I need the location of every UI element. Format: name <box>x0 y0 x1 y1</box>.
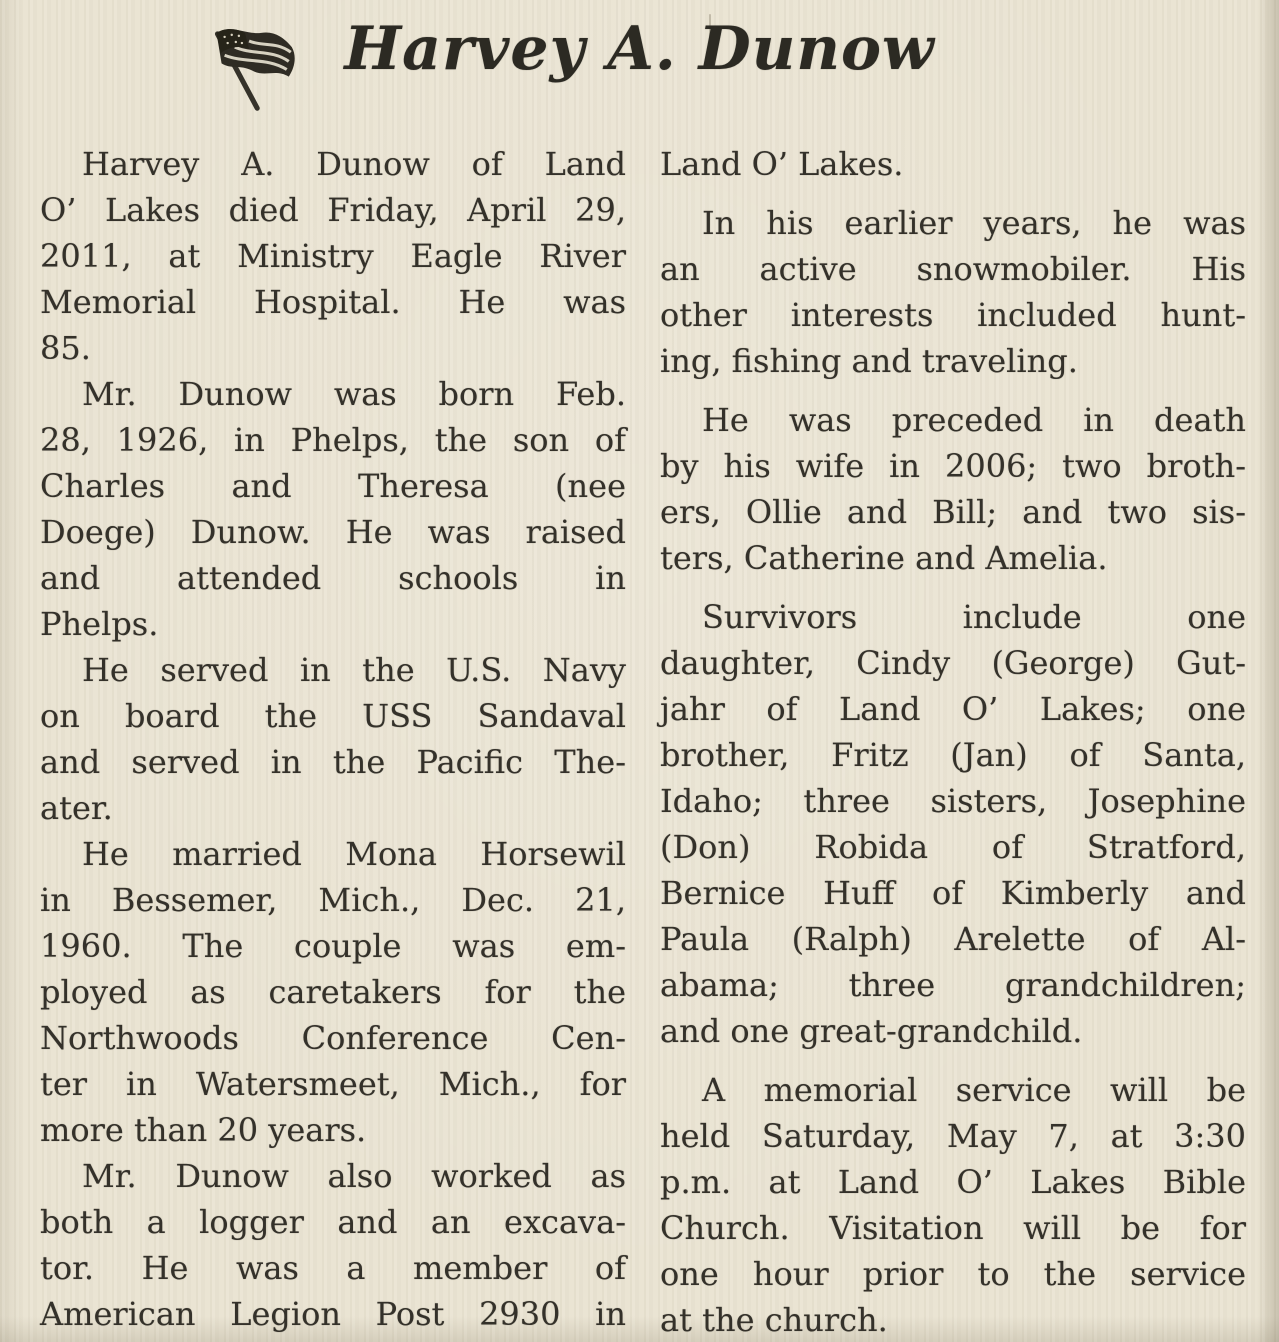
text-line: and served in the Pacific The- <box>40 743 626 781</box>
paragraph <box>40 831 626 1153</box>
text-line: Land O’ Lakes. <box>660 145 904 183</box>
text-line: and one great-grandchild. <box>660 1012 1083 1050</box>
text-line: daughter, Cindy (George) Gut- <box>660 644 1246 682</box>
paragraph <box>660 594 1246 1054</box>
text-line: 28, 1926, in Phelps, the son of <box>40 421 626 459</box>
text-line: at the church. <box>660 1301 888 1339</box>
text-line: in Bessemer, Mich., Dec. 21, <box>40 881 626 919</box>
article-body <box>40 141 1246 1342</box>
text-line: brother, Fritz (Jan) of Santa, <box>660 736 1246 774</box>
text-line: on board the USS Sandaval <box>40 697 626 735</box>
text-line: held Saturday, May 7, at 3:30 <box>660 1117 1246 1155</box>
text-line: both a logger and an excava- <box>40 1203 626 1241</box>
text-line: p.m. at Land O’ Lakes Bible <box>660 1163 1246 1201</box>
text-line: ter in Watersmeet, Mich., for <box>40 1065 626 1103</box>
text-line: He married Mona Horsewil <box>82 835 626 873</box>
text-line: 2011, at Ministry Eagle River <box>40 237 626 275</box>
paragraph <box>40 141 626 371</box>
text-line: He was preceded in death <box>702 401 1246 439</box>
column-left <box>40 141 626 1342</box>
text-line: Memorial Hospital. He was <box>40 283 626 321</box>
paragraph <box>40 647 626 831</box>
text-line: 85. <box>40 329 91 367</box>
text-line: Idaho; three sisters, Josephine <box>660 782 1246 820</box>
text-line: Bernice Huff of Kimberly and <box>660 874 1246 912</box>
text-line: Phelps. <box>40 605 159 643</box>
text-line: ployed as caretakers for the <box>40 973 626 1011</box>
paragraph <box>660 141 1246 187</box>
text-line: Paula (Ralph) Arelette of Al- <box>660 920 1246 958</box>
text-line: more than 20 years. <box>40 1111 367 1149</box>
text-line: other interests included hunt- <box>660 296 1246 334</box>
text-line: Church. Visitation will be for <box>660 1209 1246 1247</box>
paragraph <box>40 1153 626 1337</box>
page-title: Harvey A. Dunow <box>344 14 935 84</box>
text-line: ters, Catherine and Amelia. <box>660 539 1108 577</box>
text-line: Mr. Dunow was born Feb. <box>82 375 626 413</box>
text-line: Doege) Dunow. He was raised <box>40 513 626 551</box>
text-line: Northwoods Conference Cen- <box>40 1019 626 1057</box>
paragraph <box>660 397 1246 581</box>
text-line: ing, fishing and traveling. <box>660 342 1078 380</box>
text-line: (Don) Robida of Stratford, <box>660 828 1246 866</box>
paragraph <box>660 1067 1246 1342</box>
text-line: O’ Lakes died Friday, April 29, <box>40 191 626 229</box>
text-line: one hour prior to the service <box>660 1255 1246 1293</box>
text-line: Survivors include one <box>702 598 1246 636</box>
text-line: and attended schools in <box>40 559 626 597</box>
text-line: American Legion Post 2930 in <box>40 1295 626 1333</box>
text-line: He served in the U.S. Navy <box>82 651 626 689</box>
text-line: Mr. Dunow also worked as <box>82 1157 626 1195</box>
text-line: jahr of Land O’ Lakes; one <box>660 690 1246 728</box>
text-line: Harvey A. Dunow of Land <box>82 145 626 183</box>
text-line: an active snowmobiler. His <box>660 250 1246 288</box>
text-line: ater. <box>40 789 113 827</box>
text-line: by his wife in 2006; two broth- <box>660 447 1246 485</box>
text-line: ers, Ollie and Bill; and two sis- <box>660 493 1246 531</box>
text-line: In his earlier years, he was <box>702 204 1246 242</box>
text-line: Charles and Theresa (nee <box>40 467 626 505</box>
text-line: tor. He was a member of <box>40 1249 626 1287</box>
text-line: abama; three grandchildren; <box>660 966 1246 1004</box>
paragraph <box>660 200 1246 384</box>
text-line: 1960. The couple was em- <box>40 927 626 965</box>
text-line: A memorial service will be <box>702 1071 1246 1109</box>
column-right <box>660 141 1246 1342</box>
paragraph <box>40 371 626 647</box>
